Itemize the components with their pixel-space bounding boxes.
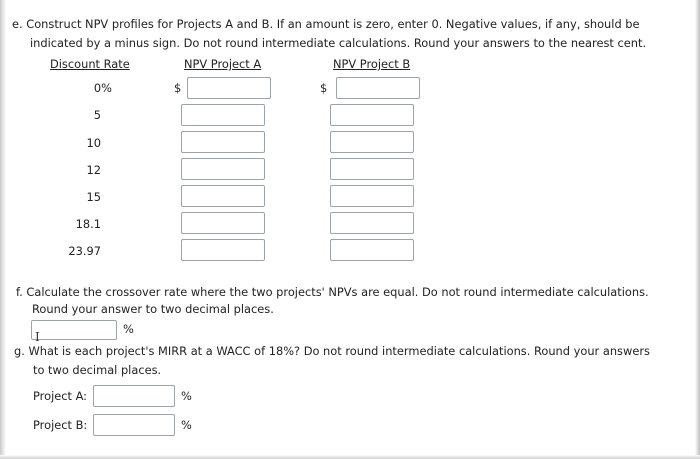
- npv-project-a-input[interactable]: [187, 77, 271, 99]
- npv-project-b-input[interactable]: [330, 158, 414, 180]
- npv-project-b-input[interactable]: [336, 77, 420, 99]
- npv-project-a-input[interactable]: [181, 185, 265, 207]
- rate-label: 15: [86, 190, 101, 204]
- npv-project-b-input[interactable]: [330, 131, 414, 153]
- npv-project-a-input[interactable]: [181, 239, 265, 261]
- npv-project-b-input[interactable]: [330, 104, 414, 126]
- npv-project-a-input[interactable]: [181, 212, 265, 234]
- mirr-project-a-label: Project A:: [33, 389, 88, 403]
- mirr-project-b-label: Project B:: [33, 418, 88, 432]
- rate-label: 10: [86, 136, 101, 150]
- rate-label: 18.1: [75, 217, 101, 231]
- part-g-instructions-line1: g. What is each project's MIRR at a WACC of 18%? Do not round intermediate calculations. Round your answers: [14, 344, 650, 358]
- crossover-rate-input[interactable]: [31, 320, 117, 340]
- photo-edge-shadow-left: [0, 0, 6, 459]
- part-f-instructions-line2: Round your answer to two decimal places.: [32, 302, 274, 316]
- rate-label: 12: [86, 163, 101, 177]
- npv-project-a-input[interactable]: [181, 104, 265, 126]
- mirr-project-a-unit: %: [181, 389, 192, 403]
- npv-project-b-input[interactable]: [330, 239, 414, 261]
- part-g-instructions-line2: to two decimal places.: [33, 363, 162, 377]
- header-npv-project-a: NPV Project A: [184, 57, 262, 71]
- npv-project-a-input[interactable]: [181, 158, 265, 180]
- part-e-instructions-line1: e. Construct NPV profiles for Projects A and B. If an amount is zero, enter 0. Negative values, if any, should be: [12, 17, 640, 31]
- mirr-project-b-unit: %: [181, 418, 192, 432]
- currency-sign-project-b: $: [320, 81, 328, 95]
- rate-label: 23.97: [68, 244, 101, 258]
- rate-label: 0%: [93, 81, 112, 95]
- npv-project-b-input[interactable]: [330, 212, 414, 234]
- photo-edge-shadow-right: [695, 0, 700, 459]
- header-discount-rate: Discount Rate: [50, 57, 130, 71]
- photo-edge-shadow-bottom: [0, 455, 700, 459]
- text-cursor-icon: I: [35, 330, 40, 344]
- part-e-instructions-line2: indicated by a minus sign. Do not round intermediate calculations. Round your answers to the nearest cent.: [30, 36, 647, 50]
- currency-sign-project-a: $: [174, 81, 182, 95]
- header-npv-project-b: NPV Project B: [333, 57, 411, 71]
- mirr-project-a-input[interactable]: [93, 385, 175, 407]
- npv-project-b-input[interactable]: [330, 185, 414, 207]
- part-f-instructions-line1: f. Calculate the crossover rate where the two projects' NPVs are equal. Do not round intermediate calculations.: [16, 285, 649, 299]
- rate-label: 5: [93, 108, 101, 122]
- crossover-rate-unit: %: [123, 322, 134, 336]
- mirr-project-b-input[interactable]: [93, 414, 175, 436]
- npv-project-a-input[interactable]: [181, 131, 265, 153]
